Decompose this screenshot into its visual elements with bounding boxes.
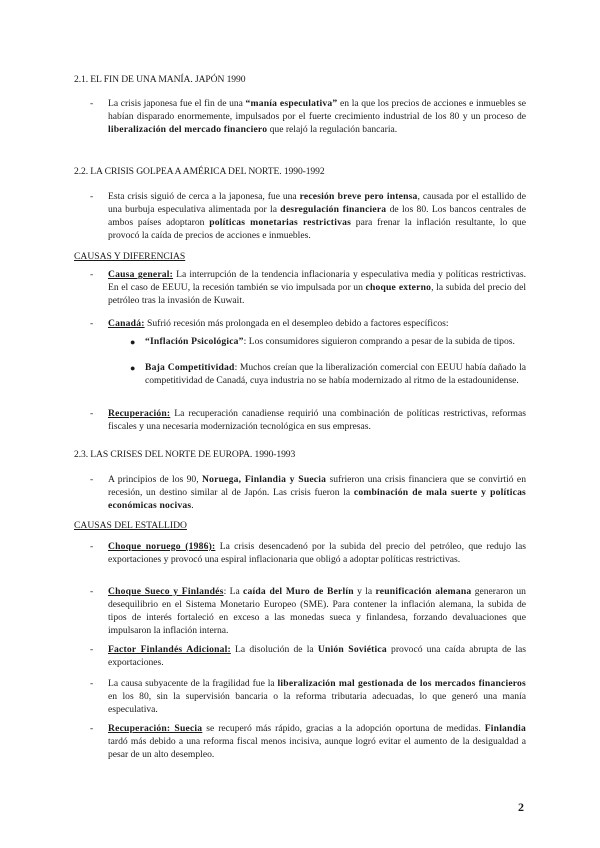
list-dash: - <box>90 408 94 419</box>
list-dash: - <box>90 541 94 552</box>
list-dash: - <box>90 474 94 485</box>
paragraph-norte-europa: A principios de los 90, Noruega, Finlandia y Suecia sufrieron una crisis financiera que se convirtió en recesión, un destino similar al de Japón. Las crisis fueron la combinación de mala suerte y políticas económicas nocivas. <box>108 474 526 511</box>
subitem-baja-competitividad: Baja Competitividad: Muchos creían que la liberalización comercial con EEUU había dañado la competitividad de Canadá, cuya industria no se había modernizado al ritmo de la estadounidense. <box>145 362 526 386</box>
section-heading-2-3: 2.3. LAS CRISES DEL NORTE DE EUROPA. 1990-1993 <box>74 449 296 460</box>
section-heading-2-1: 2.1. EL FIN DE UNA MANÍA. JAPÓN 1990 <box>74 74 246 85</box>
item-causa-general: Causa general: La interrupción de la tendencia inflacionaria y especulativa media y políticas restrictivas. En el caso de EEUU, la recesión también se vio impulsada por un choque externo, la subida del precio del petróleo tras la invasión de Kuwait. <box>108 269 526 306</box>
subheading-causas-estallido: CAUSAS DEL ESTALLIDO <box>74 520 187 531</box>
list-bullet: ● <box>130 363 136 373</box>
item-recuperacion-canada: Recuperación: La recuperación canadiense requirió una combinación de políticas restrictivas, reformas fiscales y una necesaria modernización tecnológica en sus empresas. <box>108 408 526 432</box>
item-causa-subyacente: La causa subyacente de la fragilidad fue la liberalización mal gestionada de los mercados financieros en los 80, sin la supervisión bancaria o la reforma tributaria adecuadas, lo que generó una manía especulativa. <box>108 678 526 715</box>
list-dash: - <box>90 269 94 280</box>
item-factor-finlandes: Factor Finlandés Adicional: La disolución de la Unión Soviética provocó una caída abrupta de las exportaciones. <box>108 644 526 668</box>
paragraph-america: Esta crisis siguió de cerca a la japonesa, fue una recesión breve pero intensa, causada por el estallido de una burbuja especulativa alimentada por la desregulación financiera de los 80. Los bancos centrales de ambos países adoptaron políticas monetarias restrictivas para frenar la inflación resultante, lo que provocó la caída de precios de acciones e inmuebles. <box>108 191 526 241</box>
list-dash: - <box>90 678 94 689</box>
list-dash: - <box>90 644 94 655</box>
item-recuperacion-nordica: Recuperación: Suecia se recuperó más rápido, gracias a la adopción oportuna de medidas. Finlandia tardó más debido a una reforma fiscal menos incisiva, aunque logró evitar el aumento de la desigualdad a pesar de un alto desempleo. <box>108 723 526 760</box>
list-dash: - <box>90 318 94 329</box>
list-dash: - <box>90 586 94 597</box>
list-dash: - <box>90 98 94 109</box>
item-canada: Canadá: Sufrió recesión más prolongada en el desempleo debido a factores específicos: <box>108 318 449 329</box>
item-choque-noruego: Choque noruego (1986): La crisis desencadenó por la subida del precio del petróleo, que redujo las exportaciones y provocó una espiral inflacionaria que obligó a adoptar políticas restrictivas. <box>108 541 526 565</box>
subitem-inflacion-psicologica: “Inflación Psicológica”: Los consumidores siguieron comprando a pesar de la subida de tipos. <box>145 336 515 347</box>
paragraph-japon: La crisis japonesa fue el fin de una “manía especulativa” en la que los precios de acciones e inmuebles se habían disparado enormemente, impulsados por el fuerte crecimiento industrial de los 80 y un proceso de liberalización del mercado financiero que relajó la regulación bancaria. <box>108 98 526 135</box>
item-choque-sueco-finlandes: Choque Sueco y Finlandés: La caída del Muro de Berlín y la reunificación alemana generaron un desequilibrio en el Sistema Monetario Europeo (SME). Para contener la inflación alemana, la subida de tipos de interés fortaleció en exceso a las monedas sueca y finlandesa, forzando devaluaciones que impulsaron la inflación interna. <box>108 586 526 636</box>
page-number: 2 <box>518 800 524 814</box>
list-dash: - <box>90 723 94 734</box>
subheading-causas-diferencias: CAUSAS Y DIFERENCIAS <box>74 251 186 262</box>
list-bullet: ● <box>130 337 136 347</box>
section-heading-2-2: 2.2. LA CRISIS GOLPEA A AMÉRICA DEL NORTE. 1990-1992 <box>74 166 325 177</box>
list-dash: - <box>90 191 94 202</box>
